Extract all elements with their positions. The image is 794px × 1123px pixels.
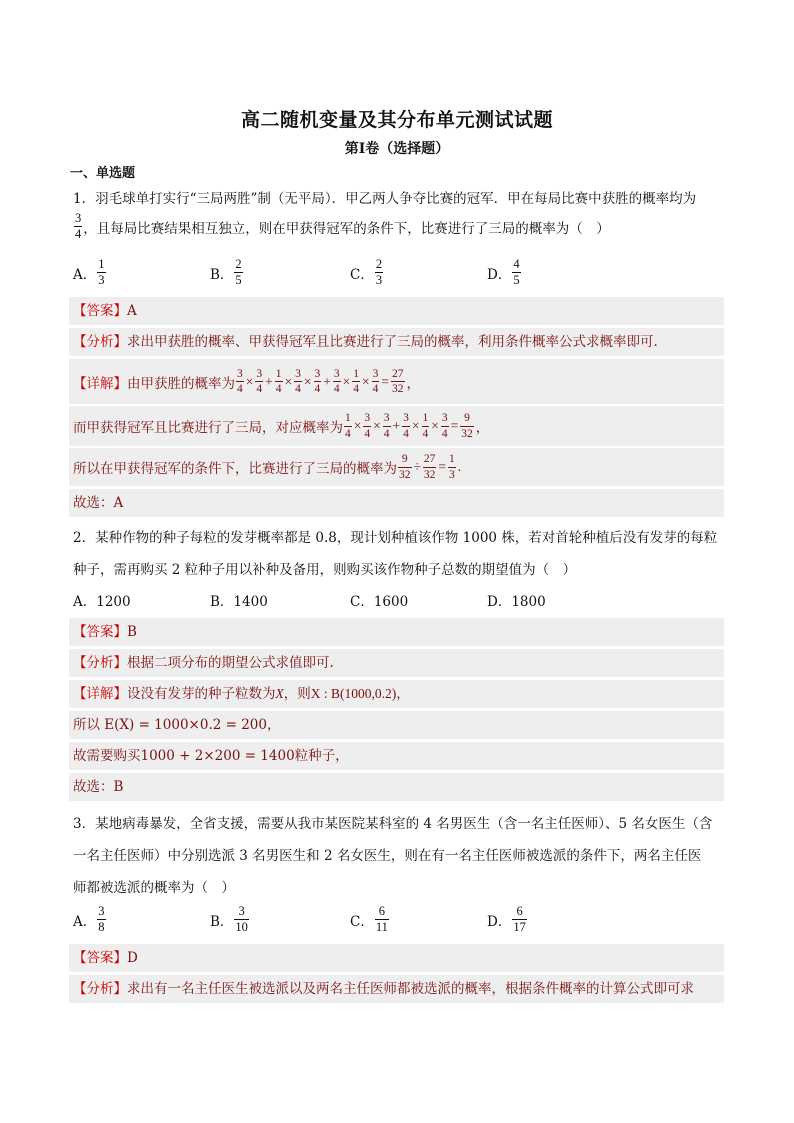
q3-option-c: C． $\frac{6}{11}$ (350, 904, 388, 935)
q2-detail-line2: 所以 E(X) = 1000×0.2 = 200， (69, 711, 724, 739)
q1-detail-formula: $\frac{3}{4}$ × $\frac{3}{4}$ + $\frac{1}{4}$ × $\frac{3}{4}$ × $\frac{3}{4}$ + $\frac{3}{4}$ × $\frac{1}{4}$ × $\frac{3}{4}$ = $\frac{27}{32}$ ， (237, 367, 420, 395)
q3-stem-line3: 师都被选派的概率为（ ） (73, 880, 235, 896)
q1-detail-line3: 所以在甲获得冠军的条件下，比赛进行了三局的概率为 $\frac{9}{32}$ ÷ $\frac{27}{32}$ = $\frac{1}{3}$ . (69, 448, 724, 486)
q3-option-a: A． $\frac{3}{8}$ (73, 904, 105, 935)
q1-stem-line2 (73, 212, 610, 241)
q2-choice: 故选：B (69, 773, 724, 801)
q2-stem-line1: 2．某种作物的种子每粒的发芽概率都是 0.8，现计划种植该作物 1000 株，若对首轮种植后没有发芽的每粒 (73, 530, 718, 546)
q1-detail: 【详解】 由甲获胜的概率为 $\frac{3}{4}$ × $\frac{3}{4}$ + $\frac{1}{4}$ × $\frac{3}{4}$ × $\frac{3}{4}$ + $\frac{3}{4}$ × $\frac{1}{4}$ × $\frac{3}{4}$ = $\frac{27}{32}$ ， (69, 359, 724, 404)
q1-option-a: A． $\frac{1}{3}$ (73, 257, 105, 288)
page-title: 高二随机变量及其分布单元测试试题 (240, 109, 553, 131)
q2-option-a: A．1200 (73, 594, 131, 610)
q1-analysis: 【分析】求出甲获胜的概率、甲获得冠军且比赛进行了三局的概率，利用条件概率公式求概率即可. (69, 328, 724, 356)
q1-detail-line2: 而甲获得冠军且比赛进行了三局，对应概率为 $\frac{1}{4}$ × $\frac{3}{4}$ × $\frac{3}{4}$ + $\frac{3}{4}$ × $\frac{1}{4}$ × $\frac{3}{4}$ = $\frac{9}{32}$ ， (69, 406, 724, 446)
q3-answer: 【答案】D (69, 944, 724, 972)
q1-choice: 故选：A (69, 489, 724, 517)
q2-detail-line3: 故需要购买1000 + 2×200 = 1400粒种子， (69, 742, 724, 770)
q2-option-b: B．1400 (210, 594, 268, 610)
q1-option-c: C． $\frac{2}{3}$ (350, 257, 383, 288)
q1-stem-text: ，且每局比赛结果相互独立，则在甲获得冠军的条件下，比赛进行了三局的概率为（ ） (83, 220, 610, 237)
q1-stem-line1: 1．羽毛球单打实行“三局两胜”制（无平局）．甲乙两人争夺比赛的冠军．甲在每局比赛中获胜的概率均为 (73, 191, 697, 207)
page-subtitle: 第I卷（选择题） (344, 141, 450, 157)
q2-stem-line2: 种子，需再购买 2 粒种子用以补种及备用，则购买该作物种子总数的期望值为（ ） (73, 562, 577, 578)
q1-option-d: D． $\frac{4}{5}$ (487, 257, 520, 288)
section-heading: 一、单选题 (70, 166, 136, 181)
q3-stem-line2: 一名主任医师）中分别选派 3 名男医生和 2 名女医生，则在有一名主任医师被选派的条件下，两名主任医 (73, 848, 702, 864)
q1-stem-fraction: $\frac{3}{4}$ (75, 211, 82, 242)
q1-answer: 【答案】A (69, 297, 724, 325)
q1-option-b: B． $\frac{2}{5}$ (210, 257, 242, 288)
q3-option-d: D． $\frac{6}{17}$ (487, 904, 526, 935)
q2-option-d: D．1800 (487, 594, 546, 610)
q3-stem-line1: 3．某地病毒暴发，全省支援，需要从我市某医院某科室的 4 名男医生（含一名主任医师）、5 名女医生（含 (73, 816, 713, 832)
q2-detail: 【详解】设没有发芽的种子粒数为X，则X : B(1000,0.2)， (69, 680, 724, 708)
q2-option-c: C．1600 (350, 594, 409, 610)
q2-analysis: 【分析】根据二项分布的期望公式求值即可. (69, 649, 724, 677)
q3-option-b: B． $\frac{3}{10}$ (210, 904, 248, 935)
q2-answer: 【答案】B (69, 618, 724, 646)
q3-analysis: 【分析】求出有一名主任医生被选派以及两名主任医师都被选派的概率，根据条件概率的计算公式即可求 (69, 975, 724, 1003)
